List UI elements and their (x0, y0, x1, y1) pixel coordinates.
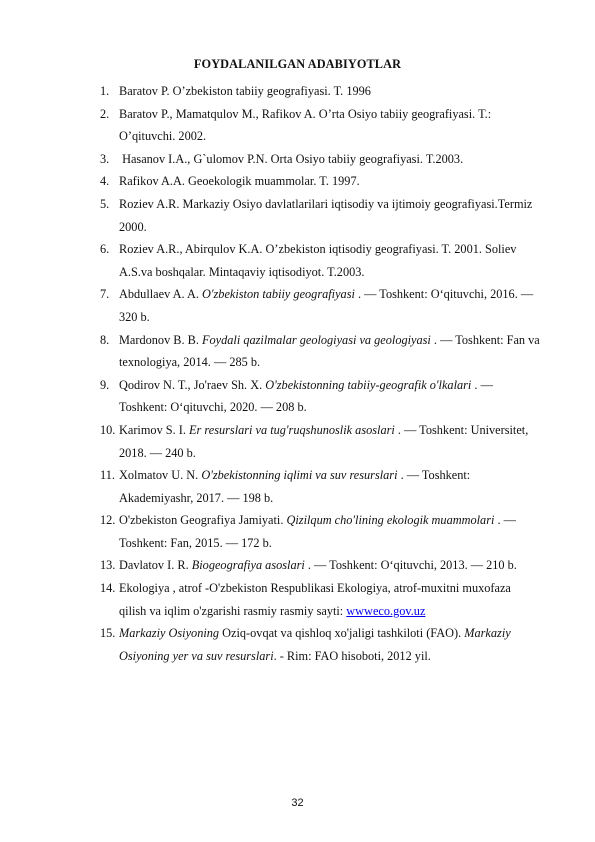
reference-item (100, 464, 540, 509)
reference-item (100, 148, 540, 171)
reference-title-secondary: Markaziy Osiyoning yer va suv resurslari (119, 626, 511, 663)
reference-text: Hasanov I.A., G`ulomov P.N. Orta Osiyo tabiiy geografiyasi. T.2003. (119, 151, 464, 166)
reference-title: Qizilqum cho'lining ekologik muammolari (286, 513, 495, 528)
reference-list (100, 80, 540, 667)
reference-text: Roziev A.R. Markaziy Osiyo davlatlarilari iqtisodiy va ijtimoiy geografiyasi.Termiz 2000. (119, 196, 533, 234)
reference-item (100, 103, 540, 148)
reference-title: O'zbekistonning tabiiy-geografik o'lkalari (265, 377, 472, 392)
reference-number: 1. (100, 84, 110, 98)
reference-item (100, 509, 540, 554)
reference-item (100, 283, 540, 328)
reference-number: 9. (100, 377, 110, 392)
reference-publication: . — Toshkent: O‘qituvchi, 2016. — 320 b. (119, 287, 534, 324)
reference-author: Mardonov B. B. (119, 332, 203, 347)
reference-item (100, 80, 540, 103)
reference-text: Roziev A.R., Abirqulov K.A. O’zbekiston iqtisodiy geografiyasi. T. 2001. Soliev A.S.va boshqalar. Mintaqaviy iqtisodiyot. T.2003. (119, 242, 517, 279)
reference-item (100, 374, 540, 419)
reference-author: Davlatov I. R. (119, 558, 192, 573)
reference-item (100, 193, 540, 238)
page-number: 32 (291, 797, 304, 809)
reference-author: Karimov S. I. (119, 422, 190, 437)
reference-title: O'zbekiston tabiiy geografiyasi (202, 287, 355, 302)
reference-number: 4. (100, 174, 110, 189)
reference-number: 15. (100, 626, 116, 641)
reference-item (100, 419, 540, 464)
reference-number: 8. (100, 332, 110, 347)
reference-publication: . - Rim: FAO hisoboti, 2012 yil. (273, 648, 431, 663)
reference-text: Rafikov A.A. Geoekologik muammolar. T. 1997. (119, 174, 360, 189)
reference-item (100, 329, 540, 374)
reference-publication: . — Toshkent: Fan va texnologiya, 2014. — 285 b. (119, 332, 540, 370)
reference-number: 3. (100, 151, 110, 166)
reference-author: Oziq-ovqat va qishloq xo'jaligi tashkiloti (FAO). (219, 626, 465, 641)
reference-item (100, 622, 540, 667)
reference-number: 5. (100, 196, 110, 211)
reference-publication: . — Toshkent: O‘qituvchi, 2013. — 210 b. (304, 558, 517, 573)
reference-text: Ekologiya , atrof -O'zbekiston Respublikasi Ekologiya, atrof-muxitni muxofaza qilish va iqlim o'zgarishi rasmiy rasmiy sayti: (119, 581, 511, 618)
reference-text: Baratov P. O’zbekiston tabiiy geografiyasi. T. 1996 (119, 84, 371, 98)
reference-item (100, 238, 540, 283)
reference-publication: . — Toshkent: Universitet, 2018. — 240 b. (119, 422, 529, 460)
reference-number: 11. (100, 468, 115, 483)
reference-author: Xolmatov U. N. (119, 468, 202, 483)
reference-title: Foydali qazilmalar geologiyasi va geologiyasi (202, 332, 431, 347)
reference-text: Baratov P., Mamatqulov M., Rafikov A. O’rta Osiyo tabiiy geografiyasi. T.: O’qituvchi. 2002. (119, 106, 492, 144)
reference-number: 12. (100, 513, 116, 528)
reference-publication: . — Toshkent: Fan, 2015. — 172 b. (119, 513, 516, 550)
reference-title: O'zbekistonning iqlimi va suv resurslari (201, 468, 398, 483)
reference-number: 2. (100, 106, 110, 121)
reference-number: 14. (100, 581, 116, 596)
reference-number: 13. (100, 558, 116, 573)
reference-author: Abdullaev A. A. (119, 287, 202, 302)
reference-number: 10. (100, 422, 116, 437)
reference-title: Er resurslari va tug'ruqshunoslik asoslari (189, 422, 395, 437)
reference-publication: . — Toshkent: Akademiyashr, 2017. — 198 b. (119, 468, 471, 505)
reference-item (100, 554, 540, 577)
reference-publication: . — Toshkent: O‘qituvchi, 2020. — 208 b. (119, 377, 493, 415)
reference-author: Qodirov N. T., Jo'raev Sh. X. (119, 377, 266, 392)
website-link[interactable]: wwweco.gov.uz (346, 603, 426, 618)
reference-author: O'zbekiston Geografiya Jamiyati. (119, 513, 287, 528)
reference-title: Markaziy Osiyoning (119, 626, 220, 641)
reference-item (100, 577, 540, 622)
reference-number: 7. (100, 287, 110, 302)
reference-item (100, 170, 540, 193)
reference-number: 6. (100, 242, 110, 257)
reference-title: Biogeografiya asoslari (191, 558, 305, 573)
page-title: FOYDALANILGAN ADABIYOTLAR (193, 57, 402, 71)
